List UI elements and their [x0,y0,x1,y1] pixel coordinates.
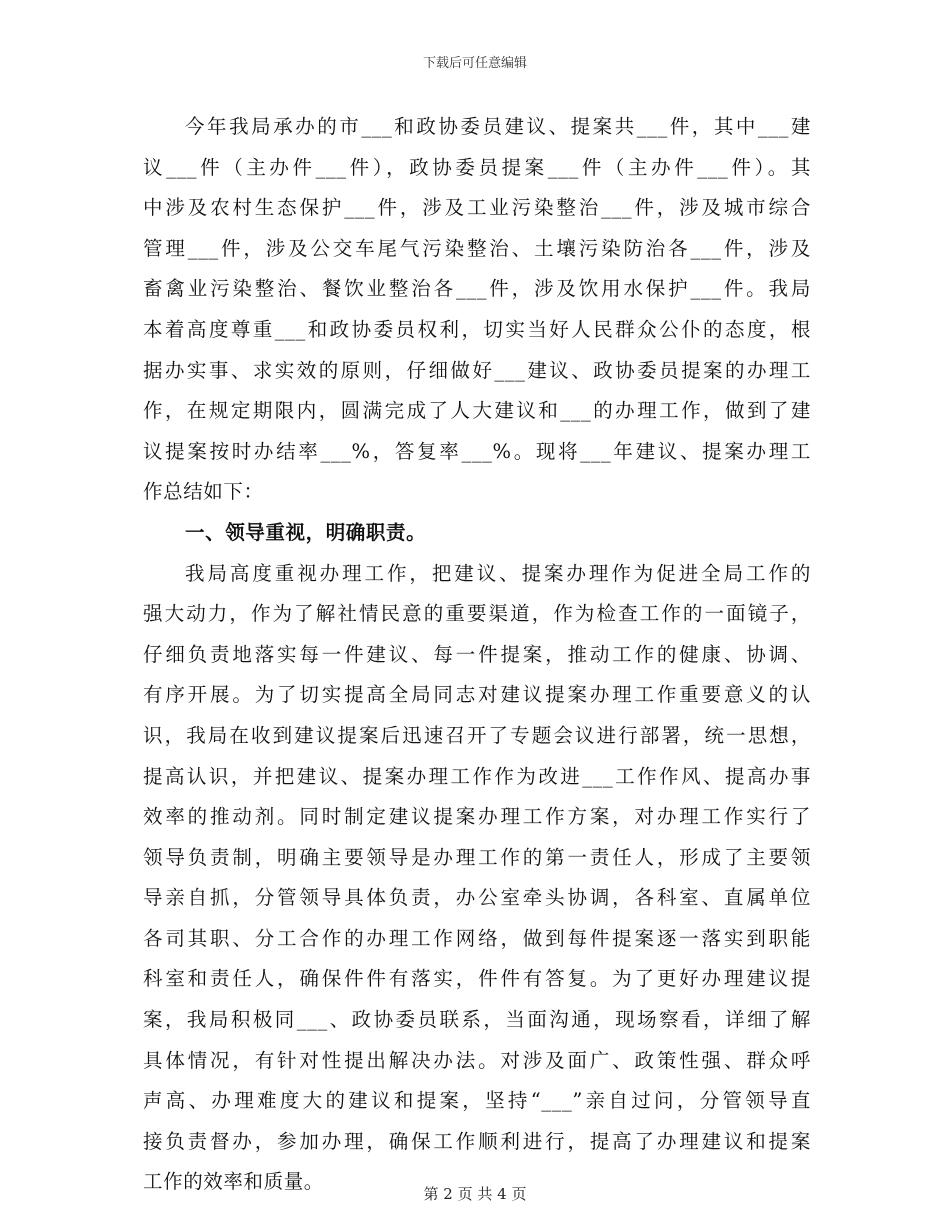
body-line: 识，我局在收到建议提案后迅速召开了专题会议进行部署，统一思想， [143,723,811,747]
body-line: 作总结如下： [143,480,264,504]
body-line: 仔细负责地落实每一件建议、每一件提案，推动工作的健康、协调、 [143,642,811,666]
body-line: 作，在规定期限内，圆满完成了人大建议和___的办理工作，做到了建 [143,399,811,423]
body-line: 领导负责制，明确主要领导是办理工作的第一责任人，形成了主要领 [143,845,811,869]
body-line: 导亲自抓，分管领导具体负责，办公室牵头协调，各科室、直属单位 [143,886,811,910]
body-line: 本着高度尊重___和政协委员权利，切实当好人民群众公仆的态度，根 [143,317,811,341]
body-line: 效率的推动剂。同时制定建议提案办理工作方案，对办理工作实行了 [143,805,811,829]
page-number-footer: 第 2 页 共 4 页 [423,1185,527,1203]
body-line: 管理___件，涉及公交车尾气污染整治、土壤污染防治各___件，涉及 [143,236,811,260]
body-line: 我局高度重视办理工作，把建议、提案办理作为促进全局工作的 [185,561,811,585]
body-line: 具体情况，有针对性提出解决办法。对涉及面广、政策性强、群众呼 [143,1048,811,1072]
body-line: 工作的效率和质量。 [143,1170,324,1194]
body-line: 各司其职、分工合作的办理工作网络，做到每件提案逐一落实到职能 [143,926,811,950]
body-line: 畜禽业污染整治、餐饮业整治各___件，涉及饮用水保护___件。我局 [143,277,811,301]
body-line: 今年我局承办的市___和政协委员建议、提案共___件，其中___建 [185,115,811,138]
body-line: 科室和责任人，确保件件有落实，件件有答复。为了更好办理建议提 [143,967,811,991]
body-line: 据办实事、求实效的原则，仔细做好___建议、政协委员提案的办理工 [143,358,811,382]
body-line: 强大动力，作为了解社情民意的重要渠道，作为检查工作的一面镜子， [143,602,811,626]
body-line: 议___件（主办件___件），政协委员提案___件（主办件___件）。其 [143,155,811,179]
body-line: 中涉及农村生态保护___件，涉及工业污染整治___件，涉及城市综合 [143,196,811,220]
body-line: 提高认识，并把建议、提案办理工作作为改进___工作作风、提高办事 [143,764,811,788]
page-header-note: 下载后可任意编辑 [422,56,527,71]
body-line: 声高、办理难度大的建议和提案，坚持“___”亲自过问，分管领导直 [143,1089,811,1113]
body-line: 接负责督办，参加办理，确保工作顺利进行，提高了办理建议和提案 [143,1129,811,1153]
body-line: 案，我局积极同___、政协委员联系，当面沟通，现场察看，详细了解 [143,1008,811,1032]
section-heading: 一、领导重视，明确职责。 [185,520,427,544]
body-line: 有序开展。为了切实提高全局同志对建议提案办理工作重要意义的认 [143,683,811,707]
body-line: 议提案按时办结率___%，答复率___%。现将___年建议、提案办理工 [143,439,811,463]
document-body [143,107,811,1203]
